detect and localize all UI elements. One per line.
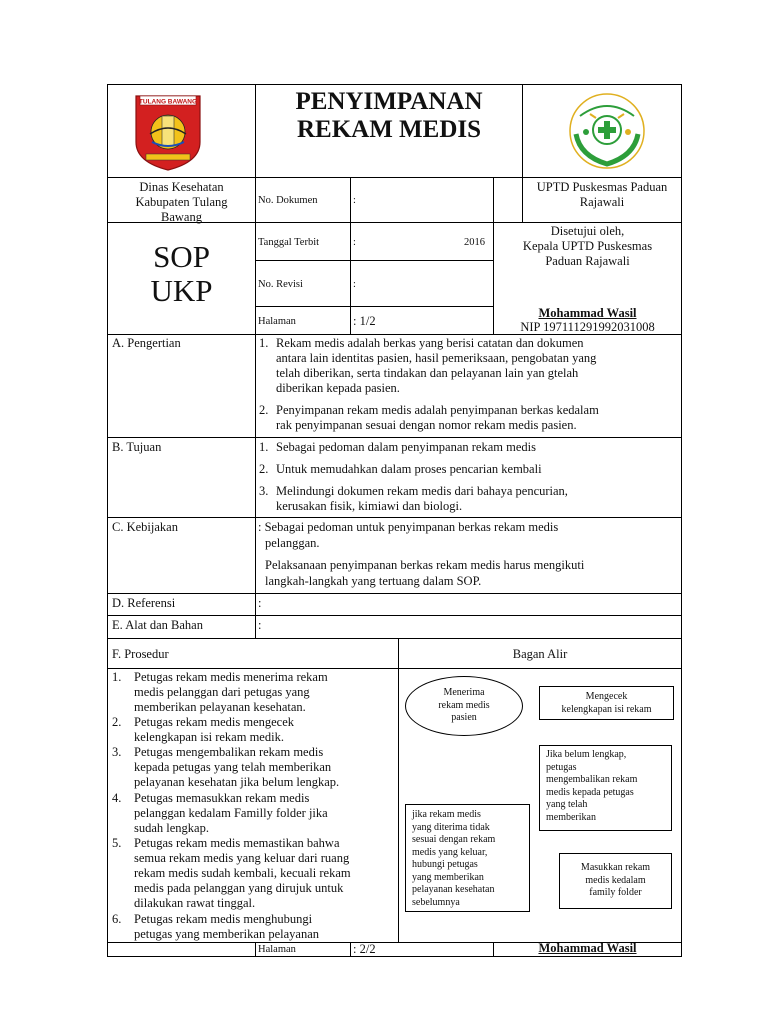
title-line-1: PENYIMPANAN [295, 88, 483, 115]
dinas-line-1: Dinas Kesehatan [139, 180, 224, 194]
uptd-line-1: UPTD Puskesmas Paduan [536, 180, 668, 194]
list-item-text: memberikan pelayanan kesehatan. [134, 700, 306, 714]
uptd-line-2: Rajawali [579, 195, 625, 209]
list-item-text: diberikan kepada pasien. [276, 381, 400, 395]
flow-text: sebelumnya [412, 896, 460, 908]
sop-line-2: UKP [150, 273, 213, 308]
signer-name: Mohammad Wasil [538, 306, 637, 320]
tanggal-terbit-value: 2016 [464, 237, 485, 248]
list-item-text: Melindungi dokumen rekam medis dari bahaya pencurian, [276, 484, 568, 498]
flow-text: jika rekam medis [412, 809, 481, 820]
tanggal-terbit-colon: : [353, 237, 356, 248]
list-item-text: kerusakan fisik, kimiawi dan biologi. [276, 499, 463, 513]
tulang-bawang-logo [132, 92, 204, 172]
svg-text:TULANG BAWANG: TULANG BAWANG [138, 98, 198, 106]
list-item-text: Petugas rekam medis memastikan bahwa [134, 836, 340, 850]
kebijakan-line: Pelaksanaan penyimpanan berkas rekam medis harus mengikuti [265, 558, 585, 572]
alat-value: : [258, 618, 262, 632]
flow-text: family folder [589, 887, 642, 898]
footer-halaman-label: Halaman [258, 944, 296, 955]
list-number: 4. [112, 791, 122, 805]
list-number: 2. [259, 403, 269, 417]
approval-block [494, 224, 681, 269]
section-label-kebijakan: C. Kebijakan [112, 520, 178, 534]
list-item-text: telah diberikan, serta tindakan dan pelayanan lain yan gtelah [276, 366, 579, 380]
section-label-tujuan: B. Tujuan [112, 440, 162, 454]
section-label-pengertian: A. Pengertian [112, 336, 181, 350]
no-dokumen-label: No. Dokumen [258, 195, 318, 206]
flow-text: hubungi petugas [412, 859, 478, 870]
list-item-text: Rekam medis adalah berkas yang berisi catatan dan dokumen [276, 336, 584, 350]
dinas-name [108, 180, 255, 225]
dinas-line-3: Bawang [161, 210, 202, 224]
footer-halaman-value: : 2/2 [353, 942, 376, 956]
list-item-text: Untuk memudahkan dalam proses pencarian kembali [276, 462, 542, 476]
list-item-text: Petugas rekam medis menghubungi [134, 912, 313, 926]
list-item-text: Petugas memasukkan rekam medis [134, 791, 310, 805]
flow-text: rekam medis [438, 699, 490, 711]
dinas-line-2: Kabupaten Tulang [135, 195, 228, 209]
flow-text: Jika belum lengkap, [546, 749, 627, 760]
sop-line-1: SOP [153, 239, 210, 274]
list-item-text: petugas yang memberikan pelayanan [134, 927, 319, 941]
flow-text: pelayanan kesehatan [412, 884, 495, 895]
list-item-text: rak penyimpanan sesuai dengan nomor rekam medis pasien. [276, 418, 577, 432]
uptd-name [523, 180, 681, 210]
list-item-text: pelanggan kedalam Familly folder jika [134, 806, 328, 820]
flow-text: medis kedalam [585, 874, 646, 886]
section-label-referensi: D. Referensi [112, 596, 176, 610]
list-number: 2. [259, 462, 269, 476]
list-number: 1. [112, 670, 122, 684]
flow-contact-box [405, 804, 530, 912]
list-item-text: Petugas rekam medis menerima rekam [134, 670, 328, 684]
halaman-label: Halaman [258, 316, 296, 327]
flow-text: pasien [451, 712, 477, 723]
list-number: 1. [259, 336, 269, 350]
flow-text: medis kepada petugas [546, 786, 634, 798]
section-label-alat: E. Alat dan Bahan [112, 618, 203, 632]
flow-check-box [539, 686, 674, 720]
footer-signer-name: Mohammad Wasil [538, 941, 637, 955]
list-item-text: rekam medis sudah kembali, kecuali rekam [134, 866, 351, 880]
list-item-text: antara lain identitas pasien, hasil pemeriksaan, pengobatan yang [276, 351, 597, 365]
flow-start-ellipse [405, 676, 523, 736]
list-item-text: medis pada pelanggan yang dirujuk untuk [134, 881, 344, 895]
no-revisi-value: : [353, 279, 356, 290]
list-item-text: Sebagai pedoman dalam penyimpanan rekam medis [276, 440, 536, 454]
tanggal-terbit-label: Tanggal Terbit [258, 237, 320, 248]
list-item-text: Petugas mengembalikan rekam medis [134, 745, 324, 759]
flow-text: kelengkapan isi rekam [561, 703, 652, 715]
list-number: 3. [259, 484, 269, 498]
no-revisi-label: No. Revisi [258, 279, 303, 290]
section-label-prosedur: F. Prosedur [112, 647, 169, 661]
kebijakan-line: pelanggan. [265, 536, 320, 550]
flow-text: memberikan [546, 811, 596, 823]
flow-text: Menerima [443, 687, 485, 698]
approval-line-2: Kepala UPTD Puskesmas [522, 239, 653, 253]
flow-text: yang telah [546, 799, 588, 810]
flow-return-box [539, 745, 672, 831]
list-number: 5. [112, 836, 122, 850]
bagan-alir-label: Bagan Alir [512, 647, 568, 661]
list-item-text: sudah lengkap. [134, 821, 209, 835]
signer-nip: NIP 197111291992031008 [520, 320, 655, 334]
list-item-text: kelengkapan isi rekam medik. [134, 730, 284, 744]
list-number: 3. [112, 745, 122, 759]
kebijakan-line: : Sebagai pedoman untuk penyimpanan berkas rekam medis [258, 520, 559, 534]
list-item-text: dilakukan rawat tinggal. [134, 896, 256, 910]
document-title [256, 88, 522, 144]
kebijakan-line: langkah-langkah yang tertuang dalam SOP. [265, 574, 482, 588]
flow-text: petugas [546, 761, 577, 773]
title-line-2: REKAM MEDIS [296, 116, 482, 143]
approval-line-3: Paduan Rajawali [545, 254, 630, 268]
list-number: 1. [259, 440, 269, 454]
flow-text: yang memberikan [412, 871, 484, 883]
list-item-text: Penyimpanan rekam medis adalah penyimpanan berkas kedalam [276, 403, 599, 417]
halaman-value: : 1/2 [353, 314, 376, 328]
list-item-text: semua rekam medis yang keluar dari ruang [134, 851, 350, 865]
puskesmas-logo [566, 90, 648, 172]
flow-text: Masukkan rekam [580, 862, 651, 873]
list-item-text: pelayanan kesehatan jika belum lengkap. [134, 775, 340, 789]
list-item-text: kepada petugas yang telah memberikan [134, 760, 332, 774]
list-number: 2. [112, 715, 122, 729]
flow-text: Mengecek [585, 691, 628, 702]
approval-line-1: Disetujui oleh, [550, 224, 625, 238]
flow-text: medis yang keluar, [412, 846, 488, 858]
flow-text: sesuai dengan rekam [412, 834, 496, 845]
no-dokumen-value: : [353, 195, 356, 206]
flow-text: yang diterima tidak [412, 821, 490, 833]
sop-ukp-label [108, 240, 255, 308]
list-item-text: Petugas rekam medis mengecek [134, 715, 295, 729]
flow-folder-box [559, 853, 672, 909]
referensi-value: : [258, 596, 262, 610]
flow-text: mengembalikan rekam [546, 774, 638, 785]
list-number: 6. [112, 912, 122, 926]
list-item-text: medis pelanggan dari petugas yang [134, 685, 310, 699]
